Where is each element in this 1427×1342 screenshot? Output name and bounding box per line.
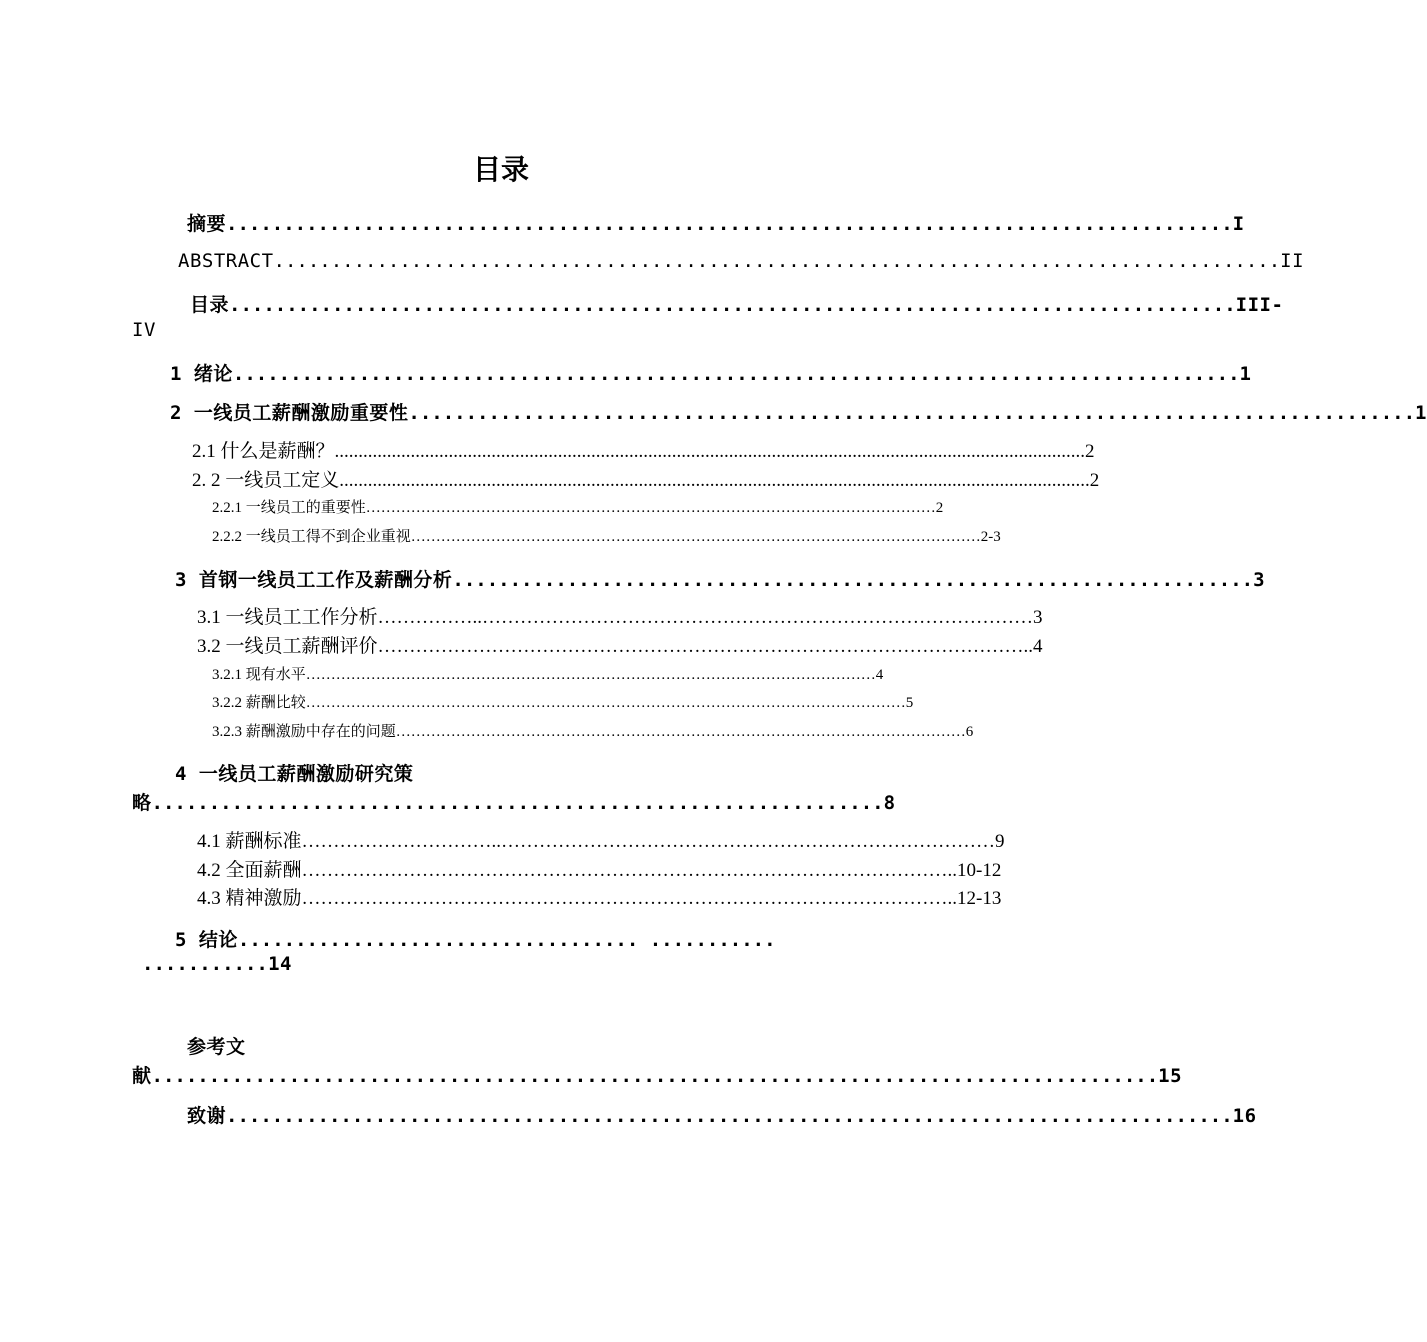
toc-entry-2-2-1[interactable] bbox=[212, 496, 944, 517]
toc-entry-ch1[interactable] bbox=[170, 359, 1252, 386]
toc-entry-page: 9 bbox=[995, 831, 1005, 852]
toc-entry-label: 2.2.2 一线员工得不到企业重视 bbox=[212, 529, 411, 545]
toc-entry-page: 4 bbox=[875, 667, 884, 683]
toc-entry-4-2[interactable] bbox=[197, 855, 1002, 882]
toc-entry-page: 12-13 bbox=[957, 888, 1002, 909]
toc-entry-page: 15 bbox=[1158, 1065, 1183, 1087]
toc-entry-page: 6 bbox=[965, 724, 974, 740]
toc-entry-abstract-en[interactable] bbox=[178, 250, 1305, 272]
toc-entry-page: 10-12 bbox=[957, 860, 1002, 881]
leader-dots: ................................................................ bbox=[151, 792, 884, 814]
toc-title: 目录 bbox=[472, 153, 529, 186]
leader-dots: ………………………………………………………………………………………………………… bbox=[305, 695, 906, 711]
leader-dots: ........................................................................................ bbox=[226, 213, 1233, 235]
toc-entry-3-2-1[interactable] bbox=[212, 663, 884, 684]
leader-dots: …………………………………………………………………………………………………… bbox=[305, 667, 876, 683]
toc-entry-label: 3.1 一线员工工作分析 bbox=[197, 607, 378, 628]
toc-entry-page: 14 bbox=[268, 953, 292, 975]
toc-entry-label: 2.2.1 一线员工的重要性 bbox=[212, 500, 366, 516]
toc-entry-label: 略 bbox=[132, 792, 152, 814]
toc-entry-3-2-2[interactable] bbox=[212, 691, 914, 712]
toc-entry-label: 1 绪论 bbox=[170, 363, 233, 385]
toc-entry-ch5-page-row bbox=[142, 953, 292, 975]
toc-entry-references[interactable] bbox=[132, 1061, 1183, 1088]
leader-dots: ........................................................................................ bbox=[408, 402, 1416, 424]
toc-entry-page: 2 bbox=[1089, 470, 1100, 491]
toc-entry-page: 3 bbox=[1253, 569, 1266, 591]
toc-entry-page: 2 bbox=[1085, 441, 1095, 462]
toc-entry-label: 3.2.2 薪酬比较 bbox=[212, 695, 306, 711]
leader-dots: …………………………………………………………………………………………………… bbox=[395, 724, 966, 740]
toc-entry-ch4-label[interactable]: 4 一线员工薪酬激励研究策 bbox=[175, 763, 414, 785]
toc-entry-page: 8 bbox=[883, 792, 896, 814]
leader-dots: …………………………..…………………………………………………………………… bbox=[301, 831, 996, 852]
leader-dots: …………………………………………………………………………………………………… bbox=[365, 500, 936, 516]
leader-dots: ……………..…………………………………………………………………………… bbox=[377, 607, 1034, 628]
toc-entry-contents[interactable] bbox=[190, 290, 1284, 317]
toc-entry-label: 3 首钢一线员工工作及薪酬分析 bbox=[175, 569, 453, 591]
toc-entry-label: ABSTRACT bbox=[178, 250, 274, 272]
toc-entry-3-1[interactable] bbox=[197, 602, 1043, 629]
toc-entry-abstract-cn[interactable] bbox=[187, 209, 1245, 236]
toc-entry-label: 2.1 什么是薪酬？ bbox=[192, 441, 335, 462]
leader-dots: ...................................................................... bbox=[452, 569, 1254, 591]
leader-dots: ........................................................................................ bbox=[151, 1065, 1159, 1087]
leader-dots: ........................................................................................ bbox=[226, 1105, 1233, 1127]
toc-entry-2-2[interactable] bbox=[192, 465, 1100, 492]
toc-entry-ch2[interactable] bbox=[170, 398, 1427, 425]
toc-entry-ch3[interactable] bbox=[175, 565, 1266, 592]
toc-entry-page: 2 bbox=[935, 500, 944, 516]
toc-entry-label: 献 bbox=[132, 1065, 152, 1087]
toc-entry-page: 16 bbox=[1232, 1105, 1257, 1127]
leader-dots: ………………………………………………………………………………………….. bbox=[377, 636, 1034, 657]
toc-entry-4-1[interactable] bbox=[197, 826, 1005, 853]
toc-entry-label: 5 结论 bbox=[175, 929, 238, 951]
toc-entry-ch4[interactable] bbox=[132, 788, 896, 815]
toc-entry-page: 5 bbox=[905, 695, 914, 711]
toc-entry-page: 2-3 bbox=[980, 529, 1001, 545]
toc-entry-page: 4 bbox=[1033, 636, 1043, 657]
toc-entry-3-2[interactable] bbox=[197, 631, 1043, 658]
toc-entry-label: 致谢 bbox=[187, 1105, 227, 1127]
toc-entry-label: 2. 2 一线员工定义 bbox=[192, 470, 340, 491]
toc-entry-page: 1 bbox=[1239, 363, 1252, 385]
toc-entry-label: 4.2 全面薪酬 bbox=[197, 860, 302, 881]
toc-entry-page: III- bbox=[1235, 294, 1284, 316]
leader-dots: .............................................................................................................................................................. bbox=[334, 441, 1086, 462]
toc-entry-page: II bbox=[1280, 250, 1305, 272]
leader-dots: ………………………………………………………………………………………….. bbox=[301, 860, 958, 881]
toc-entry-page: I bbox=[1232, 213, 1245, 235]
toc-entry-references-label[interactable]: 参考文 bbox=[187, 1036, 246, 1058]
toc-entry-page: 1 bbox=[1415, 402, 1427, 424]
toc-entry-label: 4.3 精神激励 bbox=[197, 888, 302, 909]
toc-entry-label: 3.2.1 现有水平 bbox=[212, 667, 306, 683]
toc-entry-2-1[interactable] bbox=[192, 436, 1095, 463]
toc-entry-page-continued: IV bbox=[132, 319, 156, 341]
toc-entry-label: 摘要 bbox=[187, 213, 227, 235]
leader-dots: ........................................................................................ bbox=[229, 294, 1236, 316]
leader-dots: ………………………………………………………………………………………….. bbox=[301, 888, 958, 909]
toc-entry-3-2-3[interactable] bbox=[212, 720, 974, 741]
toc-entry-label: 2 一线员工薪酬激励重要性 bbox=[170, 402, 409, 424]
toc-entry-label: 4.1 薪酬标准 bbox=[197, 831, 302, 852]
toc-entry-4-3[interactable] bbox=[197, 883, 1002, 910]
leader-dots: ................................... ........... bbox=[237, 929, 776, 951]
toc-entry-label: 3.2.3 薪酬激励中存在的问题 bbox=[212, 724, 396, 740]
leader-dots: …………………………………………………………………………………………………… bbox=[410, 529, 981, 545]
leader-dots: ........................................................................................ bbox=[232, 363, 1240, 385]
leader-dots: ........... bbox=[142, 953, 268, 975]
toc-entry-label: 目录 bbox=[190, 294, 230, 316]
leader-dots: ........................................................................................ bbox=[273, 250, 1281, 272]
leader-dots: .............................................................................................................................................................. bbox=[339, 470, 1090, 491]
toc-entry-ch5[interactable] bbox=[175, 925, 810, 952]
toc-entry-2-2-2[interactable] bbox=[212, 525, 1001, 546]
toc-entry-page: 3 bbox=[1033, 607, 1043, 628]
toc-entry-label: 3.2 一线员工薪酬评价 bbox=[197, 636, 378, 657]
toc-entry-acknowledgements[interactable] bbox=[187, 1101, 1257, 1128]
